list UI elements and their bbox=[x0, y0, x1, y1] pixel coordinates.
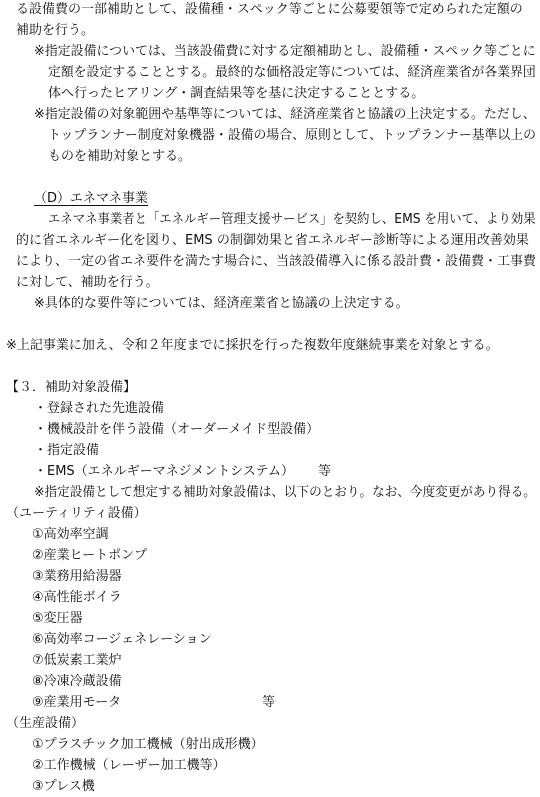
list-item: ・機械設計を伴う設備（オーダーメイド型設備） bbox=[34, 422, 320, 437]
note-line: ※指定設備の対象範囲や基準等については、経済産業省と協議の上決定する。ただし、 bbox=[34, 107, 536, 122]
list-item: ・指定設備 bbox=[34, 443, 100, 458]
note-line: トップランナー制度対象機器・設備の場合、原則として、トップランナー基準以上の bbox=[48, 128, 536, 143]
list-etc-label: 等 bbox=[262, 695, 276, 710]
production-heading: （生産設備） bbox=[6, 716, 85, 731]
list-item: ④高性能ボイラ bbox=[32, 590, 122, 605]
note-line: 定額を設定することとする。最終的な価格設定等については、経済産業省が各業界団 bbox=[48, 65, 536, 80]
list-item: ③業務用給湯器 bbox=[32, 569, 122, 584]
paragraph-line: 的に省エネルギー化を図り、EMS の制御効果と省エネルギー診断等による運用改善効果 bbox=[16, 233, 529, 248]
list-item: ・EMS（エネルギーマネジメントシステム） bbox=[34, 464, 294, 479]
utility-heading: （ユーティリティ設備） bbox=[6, 506, 147, 521]
paragraph-line: る設備費の一部補助として、設備種・スペック等ごとに公募要領等で定められた定額の bbox=[16, 2, 523, 17]
list-item: ②工作機械（レーザー加工機等） bbox=[32, 758, 226, 773]
list-item: ⑦低炭素工業炉 bbox=[32, 653, 122, 668]
continuation-note: ※上記事業に加え、令和２年度までに採択を行った複数年度継続事業を対象とする。 bbox=[6, 338, 499, 353]
list-item: ⑥高効率コージェネレーション bbox=[32, 632, 212, 647]
list-item: ⑨産業用モータ bbox=[32, 695, 122, 710]
list-item: ⑤変圧器 bbox=[32, 611, 83, 626]
list-item: ⑧冷凍冷蔵設備 bbox=[32, 674, 122, 689]
paragraph-line: 補助を行う。 bbox=[16, 23, 95, 38]
list-item: ①プラスチック加工機械（射出成形機） bbox=[32, 737, 264, 752]
section-3-heading: 【３．補助対象設備】 bbox=[6, 380, 137, 395]
note-line: 体へ行ったヒアリング・調査結果等を基に決定することとする。 bbox=[48, 86, 425, 101]
note-line: ※指定設備については、当該設備費に対する定額補助とし、設備種・スペック等ごとに bbox=[34, 44, 536, 59]
list-etc-label: 等 bbox=[318, 464, 332, 479]
note-line: ものを補助対象とする。 bbox=[48, 149, 192, 164]
note-line: ※指定設備として想定する補助対象設備は、以下のとおり。なお、今度変更があり得る。 bbox=[34, 485, 536, 500]
list-item: ・登録された先進設備 bbox=[34, 401, 165, 416]
list-item: ①高効率空調 bbox=[32, 527, 109, 542]
paragraph-line: エネマネ事業者と「エネルギー管理支援サービス」を契約し、EMS を用いて、より効果 bbox=[48, 212, 536, 227]
paragraph-line: に対して、補助を行う。 bbox=[16, 275, 159, 290]
section-d-heading: （D）エネマネ事業 bbox=[34, 191, 149, 206]
note-line: ※具体的な要件等については、経済産業省と協議の上決定する。 bbox=[34, 296, 409, 311]
list-item: ②産業ヒートポンプ bbox=[32, 548, 148, 563]
list-item: ③プレス機 bbox=[32, 779, 95, 794]
paragraph-line: により、一定の省エネ要件を満たす場合に、当該設備導入に係る設計費・設備費・工事費 bbox=[16, 254, 537, 269]
